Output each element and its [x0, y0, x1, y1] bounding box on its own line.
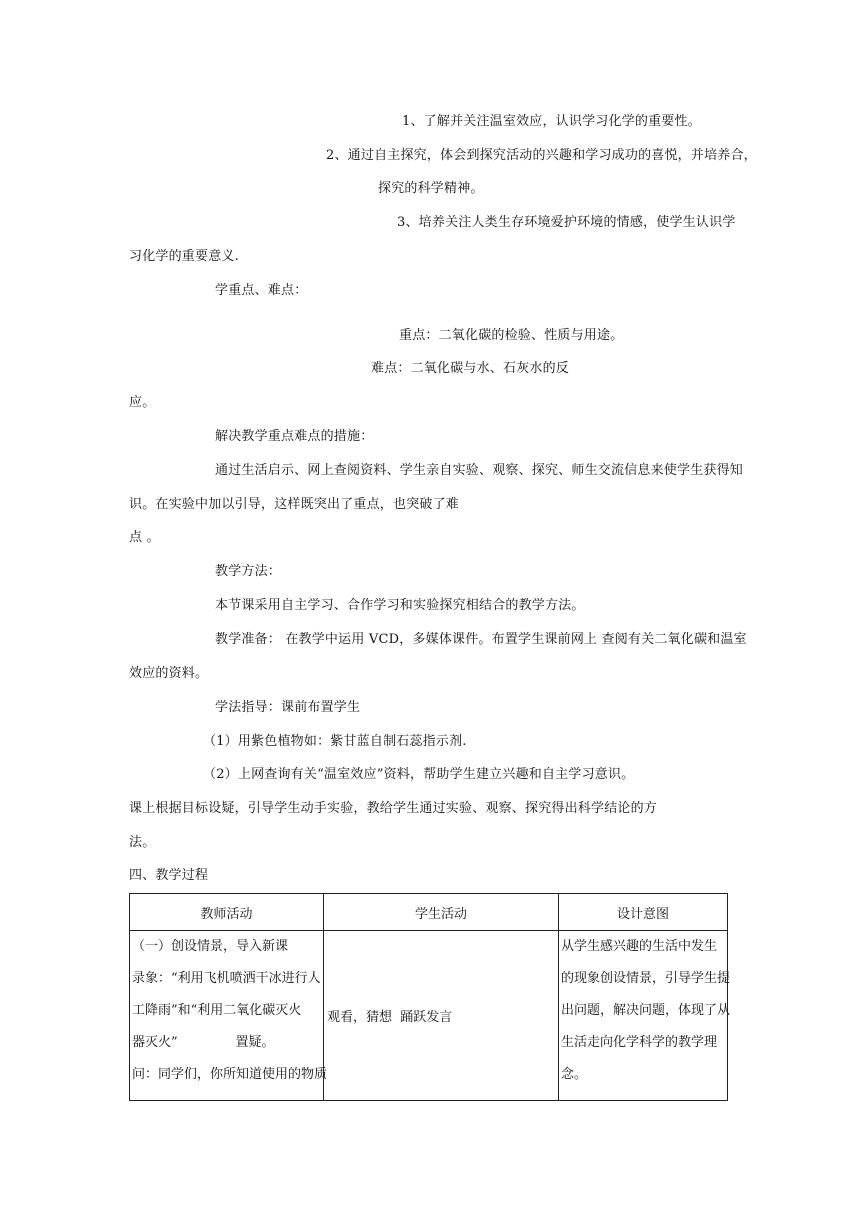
header-teacher-activity: 教师活动: [130, 894, 324, 931]
goal-2: 2、通过自主探究，体会到探究活动的兴趣和学习成功的喜悦，并培养合，: [326, 148, 757, 163]
teacher-line: 器灭火” 置疑。: [132, 1035, 275, 1050]
methods-text: 本节课采用自主学习、合作学习和实验探究相结合的教学方法。: [215, 598, 585, 613]
in-class-text: 课上根据目标设疑，引导学生动手实验，教给学生通过实验、观察、探究得出科学结论的方: [129, 801, 658, 816]
preparation-text-cont: 效应的资料。: [129, 666, 209, 681]
intent-line: 生活走向化学科学的教学理: [561, 1035, 718, 1050]
difficult-point-cont: 应。: [129, 395, 156, 410]
design-intent-cell: [559, 931, 731, 1101]
table-row: [130, 931, 728, 1101]
section-four-heading: 四、教学过程: [129, 868, 209, 883]
study-guide-item-1: （1）用紫色植物如：紫甘蓝自制石蕊指示剂.: [203, 734, 467, 749]
teacher-line: 录象：“利用飞机喷洒干冰进行人: [132, 971, 321, 986]
study-guide-item-2: （2）上网查询有关“温室效应”资料，帮助学生建立兴趣和自主学习意识。: [203, 767, 635, 782]
goal-3: 3、培养关注人类生存环境爱护环境的情感，使学生认识学: [397, 215, 736, 230]
header-student-activity: 学生活动: [324, 894, 559, 931]
teacher-line: 问：同学们，你所知道使用的物质: [132, 1067, 328, 1082]
key-point: 重点：二氧化碳的检验、性质与用途。: [399, 328, 624, 343]
measures-heading: 解决教学重点难点的措施：: [215, 429, 374, 444]
student-activity-text: 观看，猜想 踊跃发言: [327, 1010, 453, 1025]
intent-line: 从学生感兴趣的生活中发生: [561, 939, 718, 954]
in-class-text-cont: 法。: [129, 835, 156, 850]
table-header-row: [130, 894, 728, 931]
methods-heading: 教学方法：: [215, 564, 282, 579]
measures-text-end: 点 。: [129, 530, 160, 545]
intent-line: 出问题，解决问题，体现了从: [561, 1003, 731, 1018]
teaching-process-table: [129, 893, 731, 1101]
teacher-line: 工降雨”和“利用二氧化碳灭火: [132, 1003, 302, 1018]
difficult-point: 难点：二氧化碳与水、石灰水的反: [371, 361, 570, 376]
study-guide-heading: 学法指导：课前布置学生: [215, 700, 361, 715]
header-design-intent: 设计意图: [559, 894, 728, 931]
measures-text: 通过生活启示、网上查阅资料、学生亲自实验、观察、探究、师生交流信息来使学生获得知: [215, 463, 744, 478]
student-activity-cell: [324, 931, 559, 1101]
intent-line: 念。: [561, 1067, 588, 1082]
teacher-line: （一）创设情景，导入新课: [132, 939, 289, 954]
teacher-activity-cell: [130, 931, 328, 1101]
intent-line: 的现象创设情景，引导学生提: [561, 971, 731, 986]
goal-2-cont: 探究的科学精神。: [378, 181, 484, 196]
key-points-heading: 学重点、难点：: [215, 283, 308, 298]
goal-3-cont: 习化学的重要意义.: [129, 249, 239, 264]
measures-text-cont: 识。在实验中加以引导，这样既突出了重点，也突破了难: [129, 497, 460, 512]
goal-1: 1、了解并关注温室效应，认识学习化学的重要性。: [402, 114, 701, 129]
preparation-text: 教学准备： 在教学中运用 VCD，多媒体课件。布置学生课前网上 查阅有关二氧化碳和温室: [215, 632, 747, 647]
